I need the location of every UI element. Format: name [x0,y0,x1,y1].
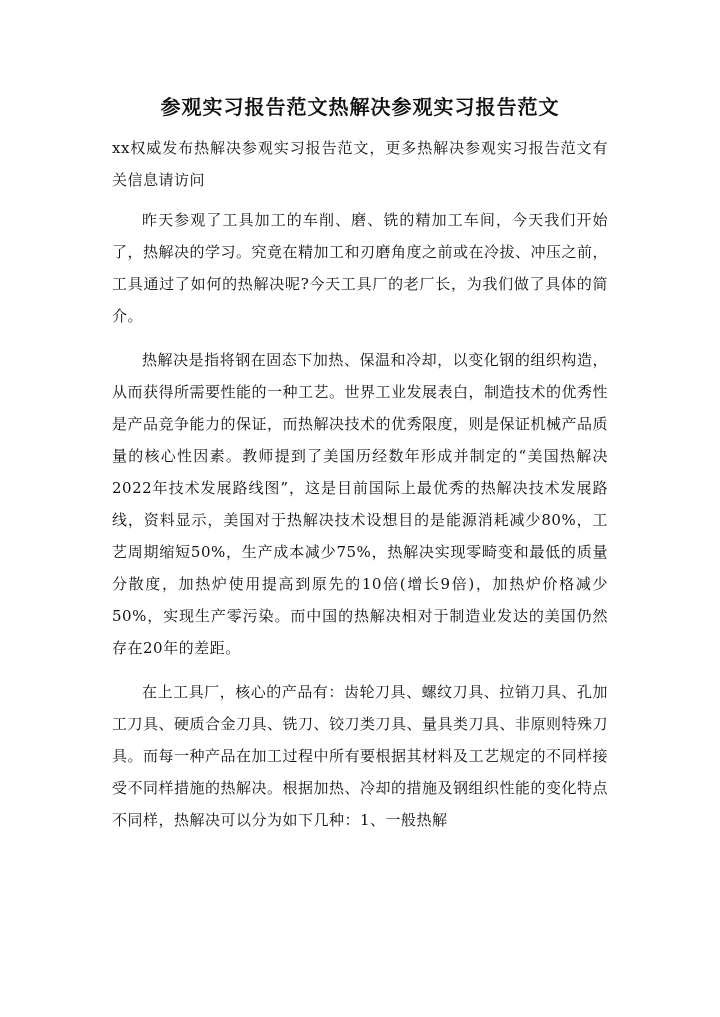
body-paragraph: 昨天参观了工具加工的车削、磨、铣的精加工车间，今天我们开始了，热解决的学习。究竟在精加工和刃磨角度之前或在冷拔、冲压之前，工具通过了如何的热解决呢?今天工具厂的老厂长，为我们做了具体的简介。 [112,211,609,325]
intro-paragraph: xx权威发布热解决参观实习报告范文，更多热解决参观实习报告范文有关信息请访问 [112,139,608,189]
body-paragraph: 在上工具厂，核心的产品有：齿轮刀具、螺纹刀具、拉销刀具、孔加工刀具、硬质合金刀具、铣刀、铰刀类刀具、量具类刀具、非原则特殊刀具。而每一种产品在加工过程中所有要根据其材料及工艺规定的不同样接受不同样措施的热解决。根据加热、冷却的措施及钢组织性能的变化特点不同样，热解决可以分为如下几种：1、一般热解 [112,683,609,829]
document-title: 参观实习报告范文热解决参观实习报告范文 [160,95,560,119]
document-body [112,132,608,848]
body-paragraph: 热解决是指将钢在固态下加热、保温和冷却，以变化钢的组织构造，从而获得所需要性能的一种工艺。世界工业发展表白，制造技术的优秀性是产品竞争能力的保证，而热解决技术的优秀限度，则是保证机械产品质量的核心性因素。教师提到了美国历经数年形成并制定的“美国热解决2022年技术发展路线图”，这是目前国际上最优秀的热解决技术发展路线，资料显示，美国对于热解决技术设想目的是能源消耗减少80%，工艺周期缩短50%，生产成本减少75%，热解决实现零畸变和最低的质量分散度，加热炉使用提高到原先的10倍(增长9倍)，加热炉价格减少50%，实现生产零污染。而中国的热解决相对于制造业发达的美国仍然存在20年的差距。 [112,351,609,657]
